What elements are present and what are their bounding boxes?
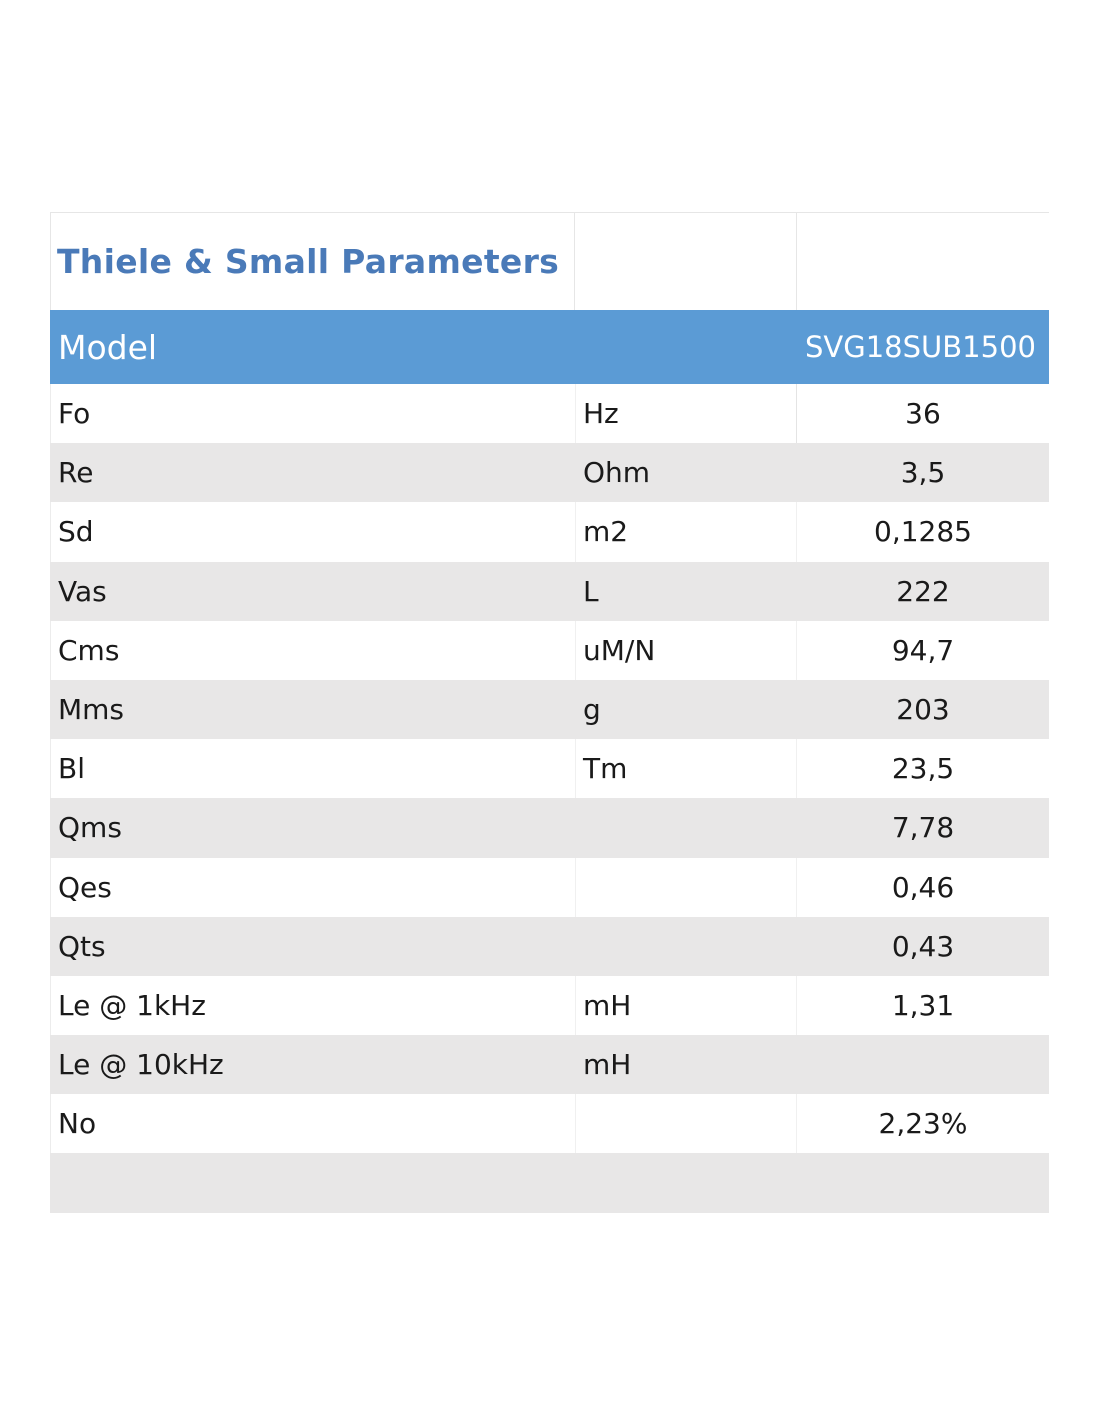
param-unit: mH [575, 976, 796, 1035]
param-value: 0,46 [796, 858, 1049, 917]
table-row [50, 680, 1049, 739]
param-value: 0,43 [796, 917, 1049, 976]
param-unit: uM/N [575, 621, 796, 680]
param-value: 222 [796, 562, 1049, 621]
param-value: 36 [796, 384, 1049, 443]
param-unit: mH [575, 1035, 796, 1094]
param-value: 94,7 [796, 621, 1049, 680]
table-row [50, 976, 1049, 1035]
param-name [50, 1153, 575, 1212]
param-value: 23,5 [796, 739, 1049, 798]
param-unit [575, 917, 796, 976]
param-name: Fo [50, 384, 575, 443]
param-unit: m2 [575, 502, 796, 561]
table-row [50, 858, 1049, 917]
table-row [50, 798, 1049, 857]
table-row [50, 917, 1049, 976]
param-unit: Tm [575, 739, 796, 798]
param-value: 7,78 [796, 798, 1049, 857]
table-row [50, 384, 1049, 443]
param-value: 1,31 [796, 976, 1049, 1035]
param-value: 203 [796, 680, 1049, 739]
param-name: Cms [50, 621, 575, 680]
table-row [50, 443, 1049, 502]
param-value [796, 1035, 1049, 1094]
param-unit: L [575, 562, 796, 621]
table-row [50, 562, 1049, 621]
param-unit: Ohm [575, 443, 796, 502]
header-row [50, 310, 1049, 384]
title-row [50, 212, 1049, 310]
table-row [50, 502, 1049, 561]
model-name: SVG18SUB1500 [805, 330, 1036, 364]
table-row [50, 1094, 1049, 1153]
title-cell [50, 213, 575, 310]
param-unit [575, 798, 796, 857]
param-name: Qts [50, 917, 575, 976]
param-value: 3,5 [796, 443, 1049, 502]
table-row [50, 621, 1049, 680]
empty-cell [797, 213, 1049, 310]
param-unit [575, 1153, 796, 1212]
param-value [796, 1153, 1049, 1212]
table-row [50, 739, 1049, 798]
param-name: Le @ 1kHz [50, 976, 575, 1035]
param-unit [575, 1094, 796, 1153]
param-name: No [50, 1094, 575, 1153]
table-row [50, 1035, 1049, 1094]
table-title: Thiele & Small Parameters [57, 242, 560, 281]
param-unit: Hz [575, 384, 796, 443]
parameters-table [50, 212, 1049, 1213]
param-value: 2,23% [796, 1094, 1049, 1153]
param-unit [575, 858, 796, 917]
param-name: Sd [50, 502, 575, 561]
model-label: Model [58, 327, 158, 367]
param-name: Vas [50, 562, 575, 621]
empty-cell [575, 213, 797, 310]
param-name: Bl [50, 739, 575, 798]
param-name: Re [50, 443, 575, 502]
param-name: Le @ 10kHz [50, 1035, 575, 1094]
param-unit: g [575, 680, 796, 739]
param-name: Qes [50, 858, 575, 917]
param-name: Qms [50, 798, 575, 857]
param-name: Mms [50, 680, 575, 739]
table-row [50, 1153, 1049, 1212]
param-value: 0,1285 [796, 502, 1049, 561]
